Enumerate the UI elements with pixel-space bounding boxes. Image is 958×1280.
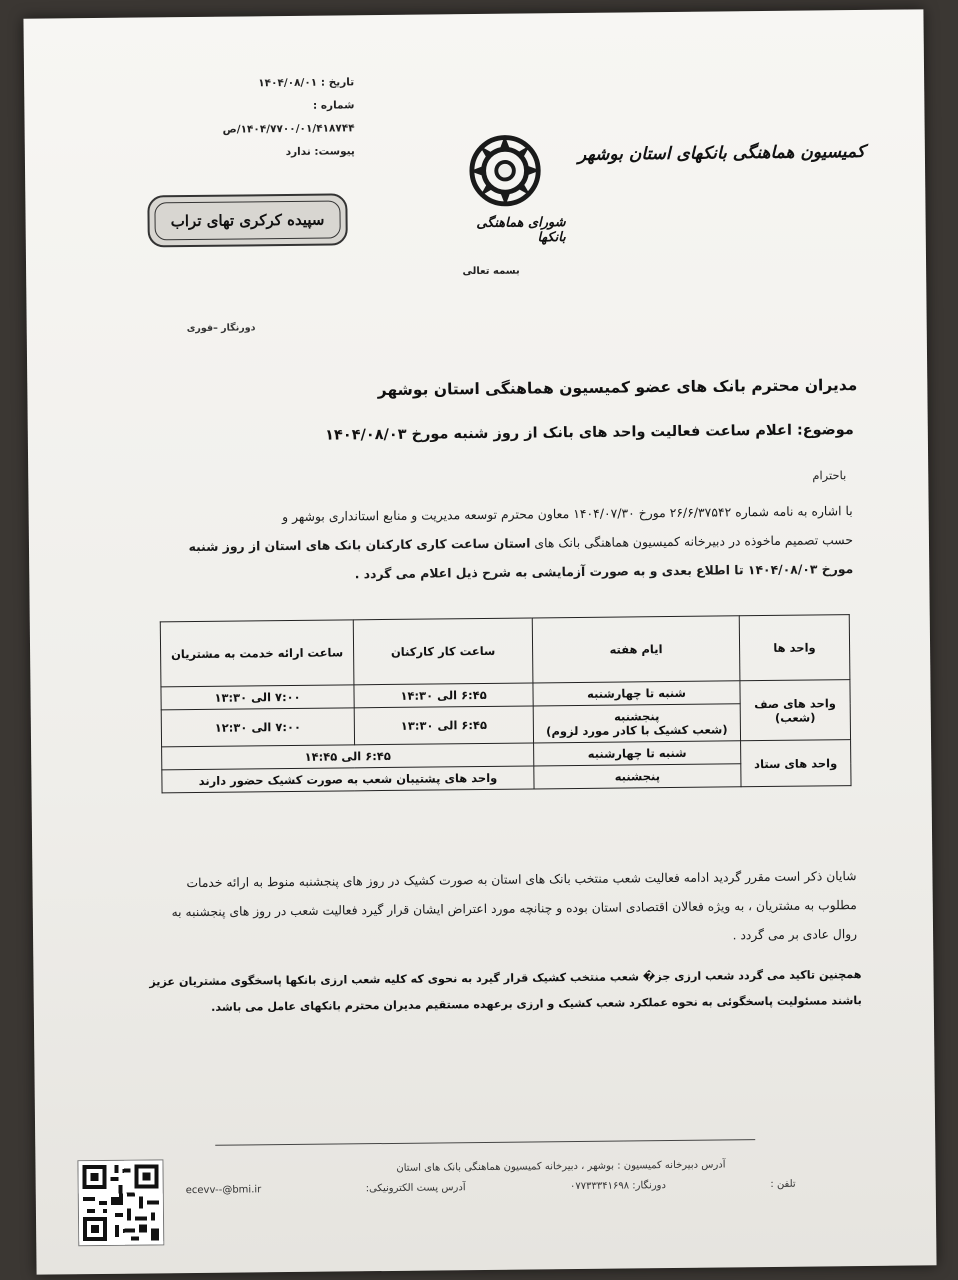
council-logo [445,131,566,246]
header-days: ایام هفته [532,616,739,683]
branch-days-2-label: پنجشنبه [613,709,660,724]
addressee: مدیران محترم بانک های عضو کمیسیون هماهنگی استان بوشهر [377,376,858,400]
stamp-text: سپیده کرکری تهای تراب [154,200,340,240]
branch-days-1: شنبه تا چهارشنبه [533,681,740,706]
body-line-2a: حسب تصمیم ماخوذه در دبیرخانه کمیسیون هماهنگی بانک های [534,532,854,551]
table-header-row [160,615,850,687]
branch-unit-cell: واحد های صف (شعب) [740,680,851,741]
branch-days-2 [533,704,740,743]
header-customer-hours: ساعت ارائه خدمت به مشتریان [160,620,354,687]
branch-customer-2: ۷:۰۰ الی ۱۲:۳۰ [161,708,354,747]
header-units: واحد ها [739,615,850,681]
qr-code-icon [77,1159,164,1246]
hq-unit-cell: واحد های ستاد [740,740,851,787]
paragraph-thursday: شایان ذکر است مقرر گردید ادامه فعالیت شعب منتخب بانک های استان به صورت کشیک در روز های پنجشنبه منوط به ارائه خدمات مطلوب به مشتریان ، به ویژه فعالان اقتصادی استان بوده و چنانچه مورد اعتراض ایشان قرار گیرد فعالیت شعب در روز های پنجشنبه به روال عادی بر می گردد . [171,869,858,943]
branch-staff-2: ۶:۴۵ الی ۱۳:۳۰ [354,706,534,745]
greeting: باحترام [812,468,847,483]
banks-council-emblem-icon [466,131,545,210]
body-line-3-text: مورخ ۱۴۰۴/۰۸/۰۳ تا اطلاع بعدی و به صورت آزمایشی به شرح ذیل اعلام می گردد . [354,561,854,582]
letter-number: ۱۴۰۴/۷۷۰۰/۰۱/۴۱۸۷۴۴/ص [222,122,355,136]
hq-hours-1: ۶:۴۵ الی ۱۴:۴۵ [162,743,534,770]
footer-email: ecevv--@bmi.ir [185,1184,262,1197]
council-name: شورای هماهنگی بانکها [476,215,566,246]
footer-divider [215,1139,755,1146]
subject: موضوع: اعلام ساعت فعالیت واحد های بانک از روز شنبه مورخ ۱۴۰۴/۰۸/۰۳ [325,422,854,444]
body-line-1: با اشاره به نامه شماره ۲۶/۶/۳۷۵۴۲ مورخ ۱۴۰۴/۰۷/۳۰ معاون محترم توسعه مدیریت و منابع استانداری بوشهر و [282,503,853,525]
header-staff-hours: ساعت کار کارکنان [353,618,533,685]
footer-address: آدرس دبیرخانه کمیسیون : بوشهر ، دبیرخانه کمیسیون هماهنگی بانک های استان [396,1159,726,1174]
letter-date: تاریخ : ۱۴۰۴/۰۸/۰۱ [258,76,355,90]
letter-attachment: پیوست: ندارد [285,145,355,159]
fax-urgent-label: دورنگار –فوری [186,322,256,335]
commission-title: کمیسیون هماهنگی بانکهای استان بوشهر [577,141,865,165]
working-hours-table [160,614,852,793]
letter-body [153,496,854,590]
branch-days-2-note: (شعب کشیک با کادر مورد لزوم) [546,722,728,739]
basmala: بسمه تعالی [462,265,520,278]
branch-customer-1: ۷:۰۰ الی ۱۳:۳۰ [161,685,354,710]
letter-meta [222,71,355,164]
hq-days-1: شنبه تا چهارشنبه [534,741,741,766]
hq-note-2: واحد های پشتیبان شعب به صورت کشیک حضور دارند [162,766,534,793]
footer-email-label: آدرس پست الکترونیکی: [365,1182,466,1195]
footer-contact [186,1179,796,1196]
branch-staff-1: ۶:۴۵ الی ۱۴:۳۰ [354,683,533,708]
qr-pattern [78,1160,163,1245]
signature-stamp [147,193,348,247]
paragraph-emphasis: همچنین تاکید می گردد شعب ارزی جز� شعب منتخب کشیک قرار گیرد به نحوی که کلیه شعب ارزی بانکها پاسخگوی مشتریان عزیز باشند مسئولیت پاسخگوئی به نحوه عملکرد شعب کشیک و ارزی برعهده مستقیم مدیران محترم بانکهای عامل می باشد. [149,968,862,1014]
hq-days-2: پنجشنبه [534,764,741,789]
letter-page [23,9,936,1274]
letter-number-label: شماره : [312,99,355,112]
body-line-2b: استان ساعت کاری کارکنان بانک های استان از روز شنبه [188,535,531,555]
footer-phone: تلفن : [770,1178,796,1190]
footer-fax: دورنگار: ۰۷۷۳۳۳۴۱۶۹۸ [569,1180,666,1193]
